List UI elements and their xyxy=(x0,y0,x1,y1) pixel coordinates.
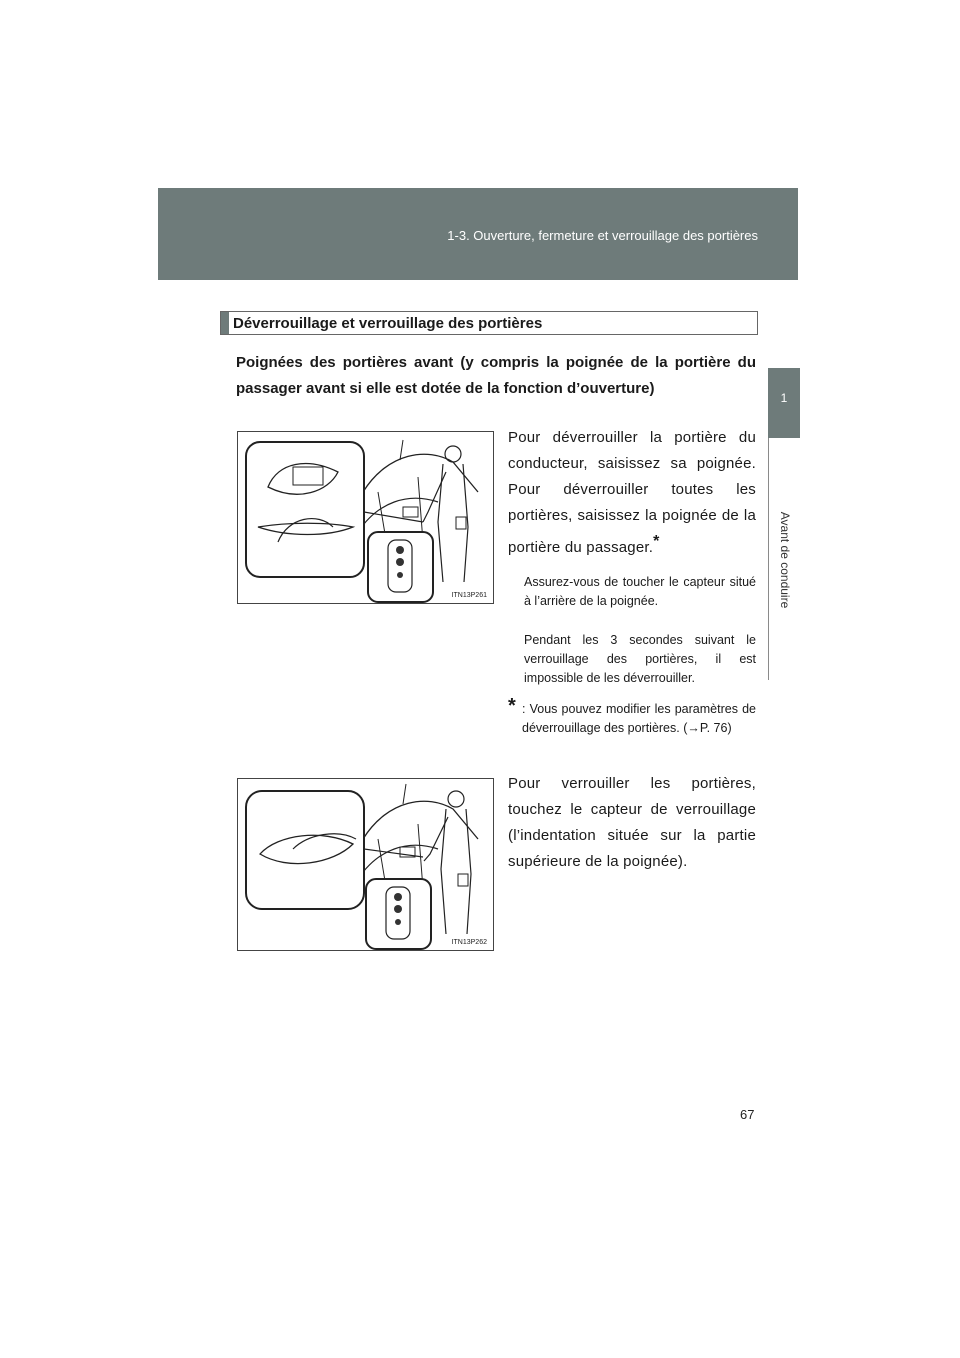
unlock-illustration xyxy=(238,432,494,604)
page-number: 67 xyxy=(740,1107,755,1122)
unlock-text: Pour déverrouiller la portière du conducteur, saisissez sa poignée. Pour déverrouiller toutes les portières, saisissez la poignée de la portière du passager. xyxy=(508,429,756,556)
section-heading-box xyxy=(220,311,758,335)
footnote-asterisk: * xyxy=(508,695,516,717)
figure-unlock-illustration xyxy=(237,431,494,604)
note-sensor: Assurez-vous de toucher le capteur situé à l’arrière de la poignée. xyxy=(524,575,756,608)
footnote-text: : Vous pouvez modifier les paramètres de déverrouillage des portières. (→P. 76) xyxy=(522,702,756,735)
note-lock-delay: Pendant les 3 secondes suivant le verrouillage des portières, il est impossible de les déverrouiller. xyxy=(524,633,756,685)
intro-paragraph: Poignées des portières avant (y compris la poignée de la portière du passager avant si elle est dotée de la fonction d’ouverture) xyxy=(236,354,756,397)
chapter-side-label: Avant de conduire xyxy=(778,511,792,609)
header-band xyxy=(158,188,798,280)
lock-instructions: Pour verrouiller les portières, touchez le capteur de verrouillage (l’indentation située sur la partie supérieure de la poignée). xyxy=(508,775,756,870)
asterisk-marker: * xyxy=(653,533,660,550)
unlock-instructions xyxy=(508,425,756,561)
figure-code: ITN13P261 xyxy=(451,592,487,599)
figure-code: ITN13P262 xyxy=(451,939,487,946)
chapter-tab-number: 1 xyxy=(780,391,788,405)
figure-lock-illustration xyxy=(237,778,494,951)
section-heading: Déverrouillage et verrouillage des portières xyxy=(233,315,543,332)
chapter-section-title: 1-3. Ouverture, fermeture et verrouillage des portières xyxy=(447,228,758,243)
chapter-tab xyxy=(768,368,800,438)
section-heading-bar xyxy=(221,312,229,334)
lock-illustration xyxy=(238,779,494,951)
